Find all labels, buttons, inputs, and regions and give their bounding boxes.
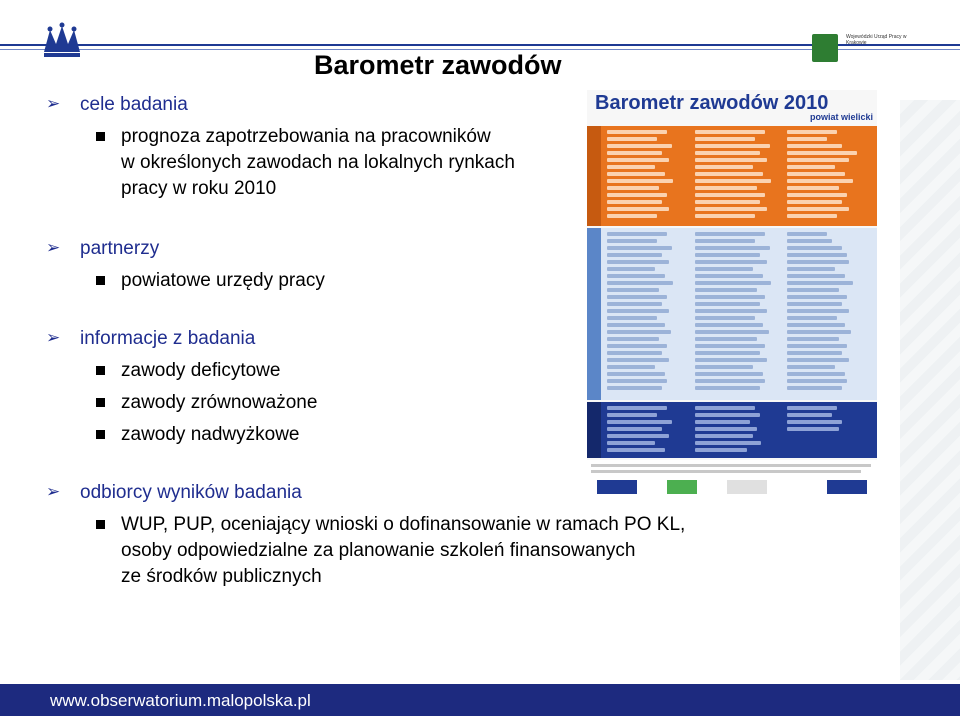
band-label: NADWYŻKA bbox=[582, 409, 589, 450]
list-item: zawody zrównoważone bbox=[121, 392, 318, 413]
text-column bbox=[695, 130, 775, 221]
eu-logo-icon bbox=[597, 480, 637, 494]
poster-subtitle: powiat wielicki bbox=[809, 112, 873, 122]
text-column bbox=[695, 406, 775, 455]
text-column bbox=[787, 406, 867, 434]
text-column bbox=[607, 232, 677, 393]
barometer-poster-image bbox=[582, 90, 877, 500]
square-bullet-icon bbox=[96, 430, 105, 439]
crest-caption: Wojewódzki Urząd Pracy w Krakowie bbox=[846, 34, 907, 46]
section-heading: cele badania bbox=[80, 94, 188, 115]
crown-logo-icon bbox=[40, 22, 84, 60]
poster-title: Barometr zawodów 2010 bbox=[595, 92, 829, 114]
list-item-continued: w określonych zawodach na lokalnych rynkach bbox=[121, 152, 515, 173]
deficit-band bbox=[582, 126, 877, 226]
square-bullet-icon bbox=[96, 132, 105, 141]
list-item: zawody deficytowe bbox=[121, 360, 281, 381]
arrow-bullet-icon: ➢ bbox=[46, 482, 61, 501]
list-item: zawody nadwyżkowe bbox=[121, 424, 300, 445]
section-heading: partnerzy bbox=[80, 238, 160, 259]
arrow-bullet-icon: ➢ bbox=[46, 94, 61, 113]
partner-logo-icon bbox=[667, 480, 697, 494]
text-column bbox=[607, 406, 677, 455]
arrow-bullet-icon: ➢ bbox=[46, 238, 61, 257]
arrow-bullet-icon: ➢ bbox=[46, 328, 61, 347]
balance-band bbox=[582, 228, 877, 400]
list-item: prognoza zapotrzebowania na pracowników bbox=[121, 126, 491, 147]
square-bullet-icon bbox=[96, 366, 105, 375]
square-bullet-icon bbox=[96, 520, 105, 529]
eu-flag-icon bbox=[827, 480, 867, 494]
band-label: DEFICYT bbox=[582, 188, 589, 218]
square-bullet-icon bbox=[96, 276, 105, 285]
list-item: powiatowe urzędy pracy bbox=[121, 270, 325, 291]
surplus-band bbox=[582, 402, 877, 458]
square-bullet-icon bbox=[96, 398, 105, 407]
text-column bbox=[695, 232, 775, 393]
voivodeship-crest-icon bbox=[812, 34, 838, 62]
band-label: RÓWNOWAGA bbox=[582, 342, 589, 392]
section-heading: odbiorcy wyników badania bbox=[80, 482, 302, 503]
list-item-continued: osoby odpowiedzialne za planowanie szkoleń finansowanych bbox=[121, 540, 636, 561]
slide-title: Barometr zawodów bbox=[314, 50, 562, 80]
section-heading: informacje z badania bbox=[80, 328, 256, 349]
footer-url[interactable]: www.obserwatorium.malopolska.pl bbox=[50, 691, 311, 710]
list-item: WUP, PUP, oceniający wnioski o dofinansowanie w ramach PO KL, bbox=[121, 514, 686, 535]
text-column bbox=[787, 130, 867, 221]
list-item-continued: ze środków publicznych bbox=[121, 566, 322, 587]
text-column bbox=[787, 232, 867, 393]
partner-logo-icon bbox=[727, 480, 767, 494]
poster-footer bbox=[587, 460, 877, 500]
background-pattern bbox=[900, 100, 960, 680]
text-column bbox=[607, 130, 677, 221]
list-item-continued: pracy w roku 2010 bbox=[121, 178, 277, 199]
